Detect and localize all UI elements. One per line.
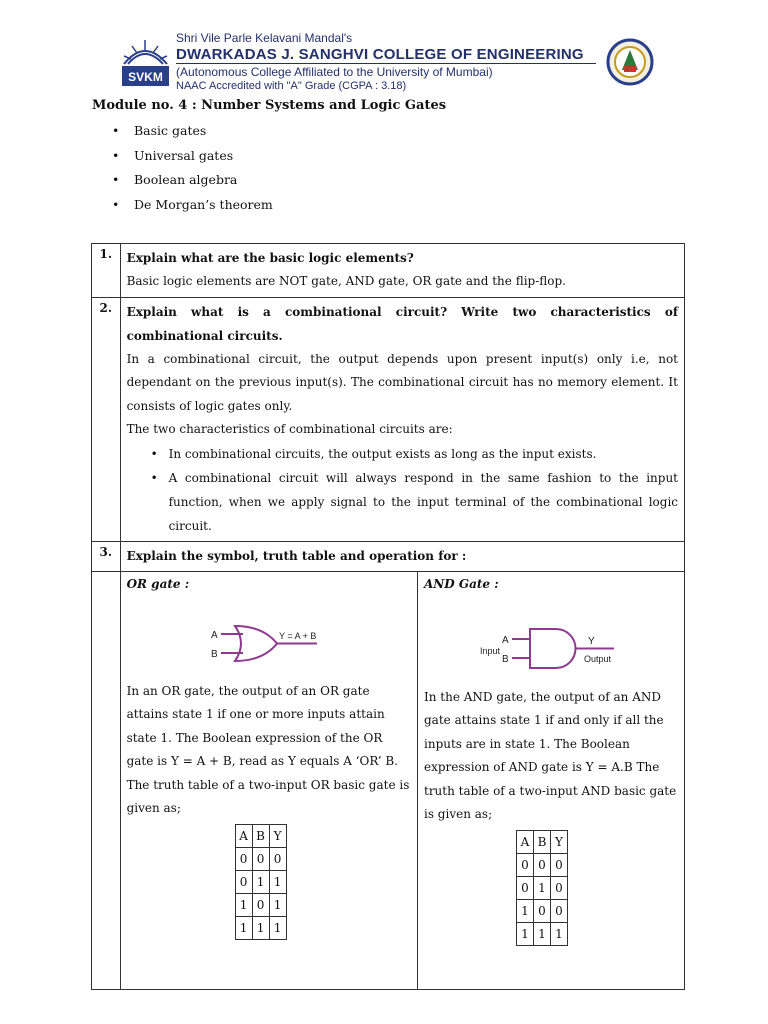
table-row: [517, 899, 568, 922]
qa-row-1: [92, 244, 685, 298]
table-cell: 1: [235, 916, 252, 939]
header-accreditation: NAAC Accredited with "A" Grade (CGPA : 3.18): [176, 80, 407, 92]
table-cell: 0: [551, 876, 568, 899]
question-number: 1.: [92, 244, 121, 298]
table-header: B: [252, 824, 269, 847]
qa-row-2: [92, 297, 685, 541]
question-text: Explain what is a combinational circuit? Write two characteristics of combinational circuits.: [126, 304, 678, 343]
or-truth-table: [235, 824, 287, 940]
qa-cell: [120, 297, 684, 541]
and-input-label: Input: [480, 645, 501, 656]
table-row: [235, 847, 286, 870]
table-cell: 0: [252, 847, 269, 870]
table-header: B: [534, 830, 551, 853]
question-number: 3.: [92, 541, 121, 571]
answer-text: The two characteristics of combinational circuits are:: [126, 422, 453, 436]
or-input-a-label: A: [210, 629, 218, 641]
table-cell: 1: [269, 893, 286, 916]
and-gate-cell: [418, 571, 685, 989]
table-cell: 1: [517, 899, 534, 922]
and-output-label: Output: [584, 653, 612, 664]
qa-table: [91, 243, 685, 990]
answer-text: Basic logic elements are NOT gate, AND gate, OR gate and the flip-flop.: [126, 274, 566, 288]
gates-row: [92, 571, 685, 989]
characteristics-list: [127, 442, 678, 538]
table-cell: 1: [235, 893, 252, 916]
table-cell: 0: [534, 899, 551, 922]
and-gate-title: AND Gate :: [424, 576, 499, 591]
list-item: • A combinational circuit will always respond in the same fashion to the input function, when we apply signal to the input terminal of the combinational logic circuit.: [151, 466, 678, 538]
and-output-y-label: Y: [588, 635, 595, 647]
table-cell: 0: [235, 847, 252, 870]
topic-item: • Basic gates: [112, 122, 273, 147]
and-input-b-label: B: [502, 653, 509, 665]
empty-number-cell: [92, 571, 121, 989]
table-cell: 1: [252, 870, 269, 893]
or-gate-cell: [120, 571, 417, 989]
table-cell: 1: [269, 916, 286, 939]
or-gate-symbol-icon: [121, 594, 407, 672]
table-cell: 1: [551, 922, 568, 945]
table-cell: 0: [551, 853, 568, 876]
topic-list: [112, 122, 273, 221]
table-header: Y: [551, 830, 568, 853]
table-cell: 0: [551, 899, 568, 922]
answer-text: In a combinational circuit, the output depends upon present input(s) only i.e, not dependant on the previous input(s). The combinational circuit has no memory element. It consists of logic gates only.: [126, 351, 678, 413]
table-header: A: [235, 824, 252, 847]
or-gate-title: OR gate :: [126, 576, 190, 591]
list-item: • In combinational circuits, the output exists as long as the input exists.: [151, 442, 678, 466]
table-cell: 0: [235, 870, 252, 893]
table-cell: 0: [517, 853, 534, 876]
module-title: Module no. 4 : Number Systems and Logic Gates: [92, 98, 447, 113]
question-number: 2.: [92, 297, 121, 541]
table-header-row: [517, 830, 568, 853]
college-header: [0, 0, 768, 100]
table-cell: 0: [534, 853, 551, 876]
logo-left-text: SVKM: [128, 70, 163, 84]
table-row: [235, 893, 286, 916]
topic-item: • Boolean algebra: [112, 171, 273, 196]
header-college-name: DWARKADAS J. SANGHVI COLLEGE OF ENGINEERING: [176, 46, 584, 63]
table-header: A: [517, 830, 534, 853]
table-row: [517, 922, 568, 945]
or-input-b-label: B: [210, 648, 218, 660]
table-cell: 1: [534, 876, 551, 899]
table-row: [517, 876, 568, 899]
and-gate-description: In the AND gate, the output of an AND gate attains state 1 if and only if all the inputs are in state 1. The Boolean expression of AND gate is Y = A.B The truth table of a two-input AND basic gate is given as;: [424, 689, 677, 821]
table-cell: 0: [252, 893, 269, 916]
header-affiliation: (Autonomous College Affiliated to the University of Mumbai): [176, 65, 493, 79]
table-cell: 1: [252, 916, 269, 939]
and-gate-symbol-icon: [418, 594, 678, 676]
svkm-logo-icon: [118, 34, 173, 92]
qa-row-3: [92, 541, 685, 571]
table-row: [235, 870, 286, 893]
table-row: [235, 916, 286, 939]
header-divider: [176, 63, 596, 64]
college-crest-icon: [606, 36, 654, 88]
or-expression-label: Y = A + B: [278, 630, 316, 641]
table-row: [517, 853, 568, 876]
topic-item: • Universal gates: [112, 147, 273, 172]
or-gate-description: In an OR gate, the output of an OR gate attains state 1 if one or more inputs attain state 1. The Boolean expression of the OR gate is Y = A + B, read as Y equals A ‘OR’ B. The truth table of a two-input OR basic gate is given as;: [126, 683, 410, 815]
topic-item: • De Morgan’s theorem: [112, 196, 273, 221]
header-line-trust: Shri Vile Parle Kelavani Mandal's: [176, 31, 353, 45]
table-cell: 1: [269, 870, 286, 893]
question-text: Explain what are the basic logic elements?: [126, 251, 414, 265]
qa-cell: [120, 541, 684, 571]
table-cell: 0: [269, 847, 286, 870]
qa-cell: [120, 244, 684, 298]
table-cell: 0: [517, 876, 534, 899]
and-truth-table: [516, 830, 568, 946]
table-header: Y: [269, 824, 286, 847]
question-text: Explain the symbol, truth table and operation for :: [126, 548, 467, 563]
table-cell: 1: [534, 922, 551, 945]
and-input-a-label: A: [502, 634, 509, 646]
table-header-row: [235, 824, 286, 847]
table-cell: 1: [517, 922, 534, 945]
